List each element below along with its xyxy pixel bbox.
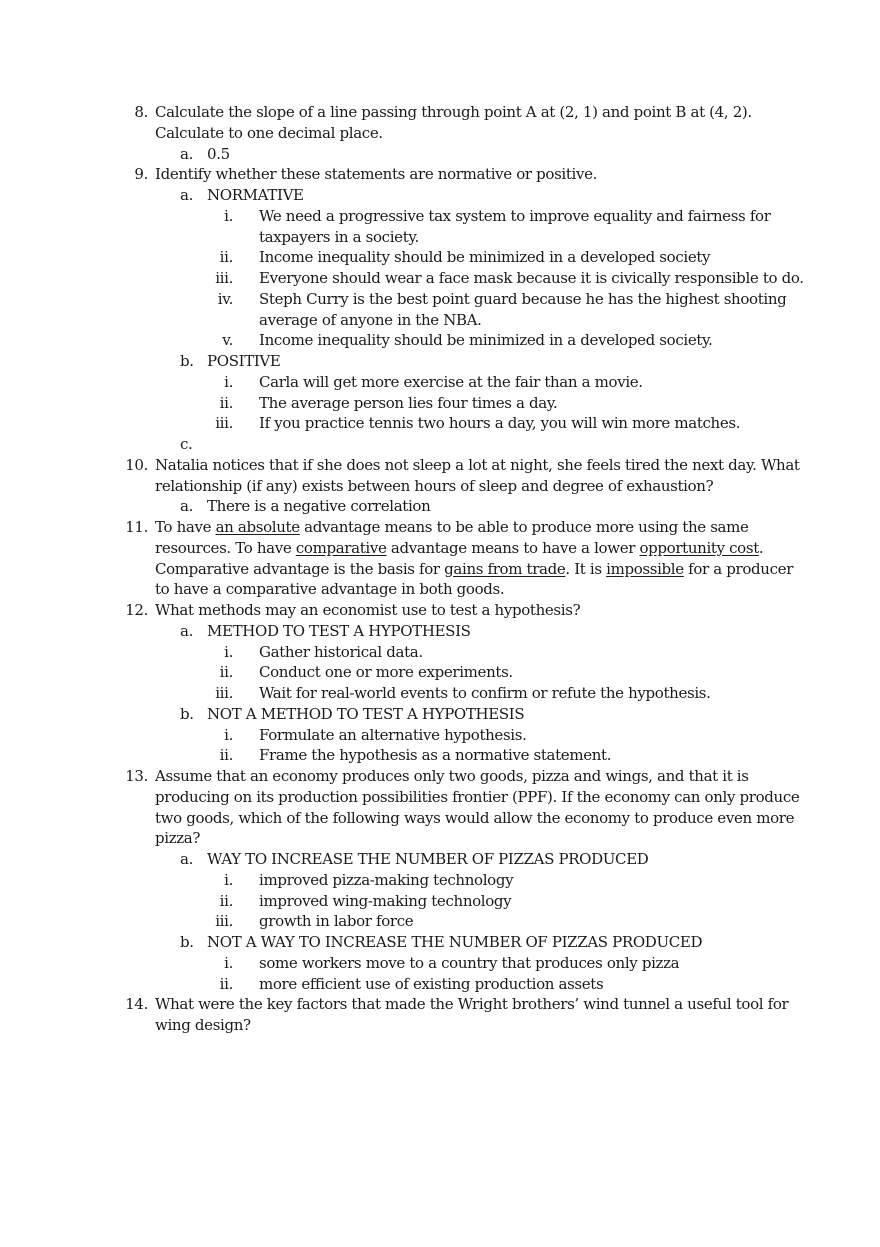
question-number: 8. <box>134 103 148 121</box>
statement-text: Carla will get more exercise at the fair than a movie. <box>259 372 643 391</box>
question-13 <box>0 766 880 787</box>
item-letter: a. <box>180 497 194 516</box>
answer-text: There is a negative correlation <box>207 497 431 516</box>
question-14 <box>0 994 880 1015</box>
question-number: 12. <box>125 601 148 619</box>
statement-text: If you practice tennis two hours a day, you will win more matches. <box>259 414 741 433</box>
filled-blank: impossible <box>606 559 684 578</box>
sub-item <box>0 206 880 227</box>
sub-item <box>0 268 880 289</box>
category-heading <box>0 932 880 953</box>
question-number: 14. <box>125 995 148 1014</box>
statement-text: growth in labor force <box>259 912 414 931</box>
filled-blank: opportunity cost <box>639 538 759 557</box>
sub-item <box>0 662 880 683</box>
category-label: NOT A WAY TO INCREASE THE NUMBER OF PIZZAS PRODUCED <box>207 933 703 951</box>
category-label: METHOD TO TEST A HYPOTHESIS <box>207 621 471 640</box>
item-numeral: iii. <box>215 269 233 287</box>
answer-item <box>0 144 880 165</box>
category-heading <box>0 849 880 870</box>
statement-text: Conduct one or more experiments. <box>259 663 513 682</box>
statement-text: improved wing-making technology <box>259 891 512 910</box>
sub-item <box>0 725 880 746</box>
item-letter: c. <box>180 435 193 453</box>
answer-item <box>0 496 880 517</box>
question-text: resources. To have comparative advantage means to have a lower opportunity cost. <box>155 538 764 557</box>
question-text: Assume that an economy produces only two goods, pizza and wings, and that it is <box>155 767 749 785</box>
category-label: NORMATIVE <box>207 186 304 204</box>
question-number: 13. <box>125 767 148 785</box>
sub-item <box>0 911 880 932</box>
statement-text: Income inequality should be minimized in a developed society. <box>259 331 713 350</box>
category-label: NOT A METHOD TO TEST A HYPOTHESIS <box>207 704 525 723</box>
answer-text: 0.5 <box>207 144 230 163</box>
item-numeral: ii. <box>219 974 233 993</box>
question-text: What were the key factors that made the Wright brothers’ wind tunnel a useful tool for <box>155 995 789 1014</box>
question-text: producing on its production possibilities frontier (PPF). If the economy can only produce <box>155 787 800 806</box>
question-10 <box>0 455 880 476</box>
question-number: 11. <box>125 518 148 536</box>
question-text: relationship (if any) exists between hours of sleep and degree of exhaustion? <box>155 476 714 495</box>
statement-text: Frame the hypothesis as a normative statement. <box>259 746 612 765</box>
question-text: wing design? <box>155 1016 251 1034</box>
item-numeral: i. <box>224 372 233 391</box>
statement-text: improved pizza-making technology <box>259 870 514 889</box>
statement-text: taxpayers in a society. <box>259 227 419 246</box>
item-numeral: v. <box>222 331 233 350</box>
sub-item <box>0 642 880 663</box>
sub-item <box>0 683 880 704</box>
item-numeral: i. <box>224 953 233 972</box>
question-text: two goods, which of the following ways would allow the economy to produce even more <box>155 808 795 827</box>
statement-text: Formulate an alternative hypothesis. <box>259 725 527 744</box>
item-letter: a. <box>180 186 194 204</box>
question-11 <box>0 517 880 538</box>
sub-item <box>0 953 880 974</box>
question-text: pizza? <box>155 829 201 848</box>
statement-text: some workers move to a country that produces only pizza <box>259 953 680 972</box>
category-label: WAY TO INCREASE THE NUMBER OF PIZZAS PRODUCED <box>207 850 649 868</box>
question-8 <box>0 102 880 123</box>
item-letter: b. <box>180 933 194 951</box>
item-numeral: i. <box>224 725 233 744</box>
sub-item <box>0 974 880 995</box>
sub-item <box>0 372 880 393</box>
sub-item <box>0 745 880 766</box>
item-numeral: iii. <box>215 684 233 702</box>
item-numeral: i. <box>224 642 233 661</box>
empty-item <box>0 434 880 455</box>
sub-item <box>0 247 880 268</box>
category-heading <box>0 351 880 372</box>
sub-item <box>0 413 880 434</box>
category-heading <box>0 185 880 206</box>
item-numeral: iii. <box>215 414 233 433</box>
sub-item <box>0 289 880 310</box>
item-numeral: i. <box>224 870 233 889</box>
statement-text: Gather historical data. <box>259 642 423 661</box>
statement-text: average of anyone in the NBA. <box>259 310 482 329</box>
item-letter: b. <box>180 704 194 723</box>
question-text: Calculate the slope of a line passing through point A at (2, 1) and point B at (4, 2). <box>155 103 752 121</box>
question-text: to have a comparative advantage in both goods. <box>155 580 505 599</box>
question-text: Calculate to one decimal place. <box>155 123 383 142</box>
question-9 <box>0 164 880 185</box>
item-numeral: iv. <box>217 289 233 308</box>
question-list <box>0 102 880 1036</box>
category-heading <box>0 704 880 725</box>
sub-item <box>0 891 880 912</box>
statement-text: The average person lies four times a day. <box>259 393 558 412</box>
statement-text: Everyone should wear a face mask because it is civically responsible to do. <box>259 269 804 287</box>
question-text: Natalia notices that if she does not sleep a lot at night, she feels tired the next day. What <box>155 455 800 474</box>
statement-text: more efficient use of existing production assets <box>259 974 604 993</box>
question-text: To have an absolute advantage means to be able to produce more using the same <box>155 518 749 536</box>
question-number: 10. <box>125 455 148 474</box>
question-12 <box>0 600 880 621</box>
sub-item <box>0 330 880 351</box>
item-numeral: ii. <box>219 393 233 412</box>
statement-text: Steph Curry is the best point guard because he has the highest shooting <box>259 289 787 308</box>
statement-text: Income inequality should be minimized in a developed society <box>259 248 711 267</box>
category-label: POSITIVE <box>207 352 281 370</box>
sub-item <box>0 393 880 414</box>
question-text: What methods may an economist use to test a hypothesis? <box>155 601 581 619</box>
filled-blank: comparative <box>295 538 387 557</box>
statement-text: Wait for real-world events to confirm or refute the hypothesis. <box>259 684 711 702</box>
item-letter: b. <box>180 352 194 370</box>
question-text: Identify whether these statements are normative or positive. <box>155 165 598 184</box>
item-numeral: ii. <box>219 891 233 910</box>
question-text: Comparative advantage is the basis for gains from trade. It is impossible for a producer <box>155 559 794 578</box>
item-numeral: iii. <box>215 912 233 931</box>
item-numeral: ii. <box>219 663 233 682</box>
question-number: 9. <box>134 165 148 184</box>
item-numeral: ii. <box>219 248 233 267</box>
sub-item <box>0 870 880 891</box>
category-heading <box>0 621 880 642</box>
item-letter: a. <box>180 144 194 163</box>
item-letter: a. <box>180 621 194 640</box>
filled-blank: an absolute <box>215 518 300 536</box>
statement-text: We need a progressive tax system to improve equality and fairness for <box>259 206 771 225</box>
filled-blank: gains from trade <box>444 559 566 578</box>
item-numeral: i. <box>224 206 233 225</box>
item-numeral: ii. <box>219 746 233 765</box>
item-letter: a. <box>180 850 194 868</box>
